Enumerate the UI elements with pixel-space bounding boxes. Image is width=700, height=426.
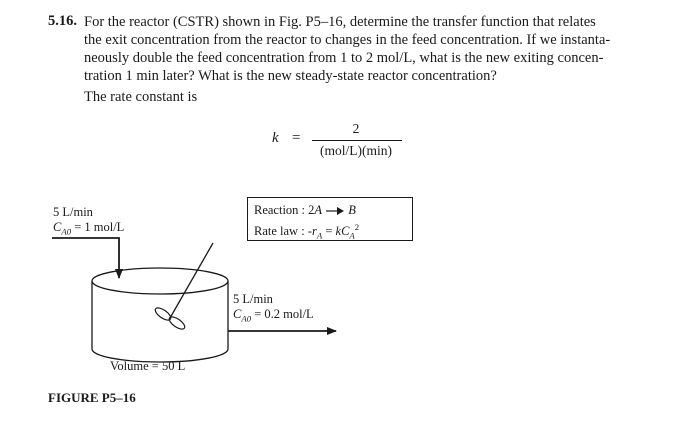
fraction-denominator: (mol/L)(min) bbox=[320, 143, 392, 158]
reaction-box bbox=[247, 197, 413, 241]
rate-constant-intro: The rate constant is bbox=[84, 89, 198, 105]
problem-line-2: the exit concentration from the reactor to changes in the feed concentration. If we instanta- bbox=[84, 32, 611, 48]
exit-flow-label: 5 L/min bbox=[233, 292, 273, 306]
reactor-tank bbox=[92, 268, 228, 362]
figure-label: FIGURE P5–16 bbox=[48, 390, 136, 405]
problem-line-1: For the reactor (CSTR) shown in Fig. P5–16, determine the transfer function that relates bbox=[84, 14, 596, 30]
fraction-numerator: 2 bbox=[352, 121, 360, 136]
reaction-line: Reaction : 2A B bbox=[254, 203, 356, 217]
equals-sign: = bbox=[292, 130, 301, 146]
problem-number: 5.16. bbox=[48, 13, 77, 29]
problem-line-3: neously double the feed concentration from 1 to 2 mol/L, what is the new exiting concen- bbox=[84, 50, 604, 66]
rate-law-line: Rate law : $-r_A = kC_A^2$ bbox=[254, 222, 360, 241]
feed-concentration-label: $C_{A0} = 1$ mol/L bbox=[53, 220, 125, 237]
k-symbol: k bbox=[272, 130, 279, 146]
volume-label: Volume = 50 L bbox=[110, 359, 186, 373]
stirrer-icon bbox=[153, 243, 213, 331]
problem-line-4: tration 1 min later? What is the new steady-state reactor concentration? bbox=[84, 68, 497, 84]
exit-concentration-label: $C_{A0} = 0.2$ mol/L bbox=[233, 307, 314, 324]
reaction-arrow-icon bbox=[325, 207, 345, 215]
feed-flow-label: 5 L/min bbox=[53, 205, 93, 219]
